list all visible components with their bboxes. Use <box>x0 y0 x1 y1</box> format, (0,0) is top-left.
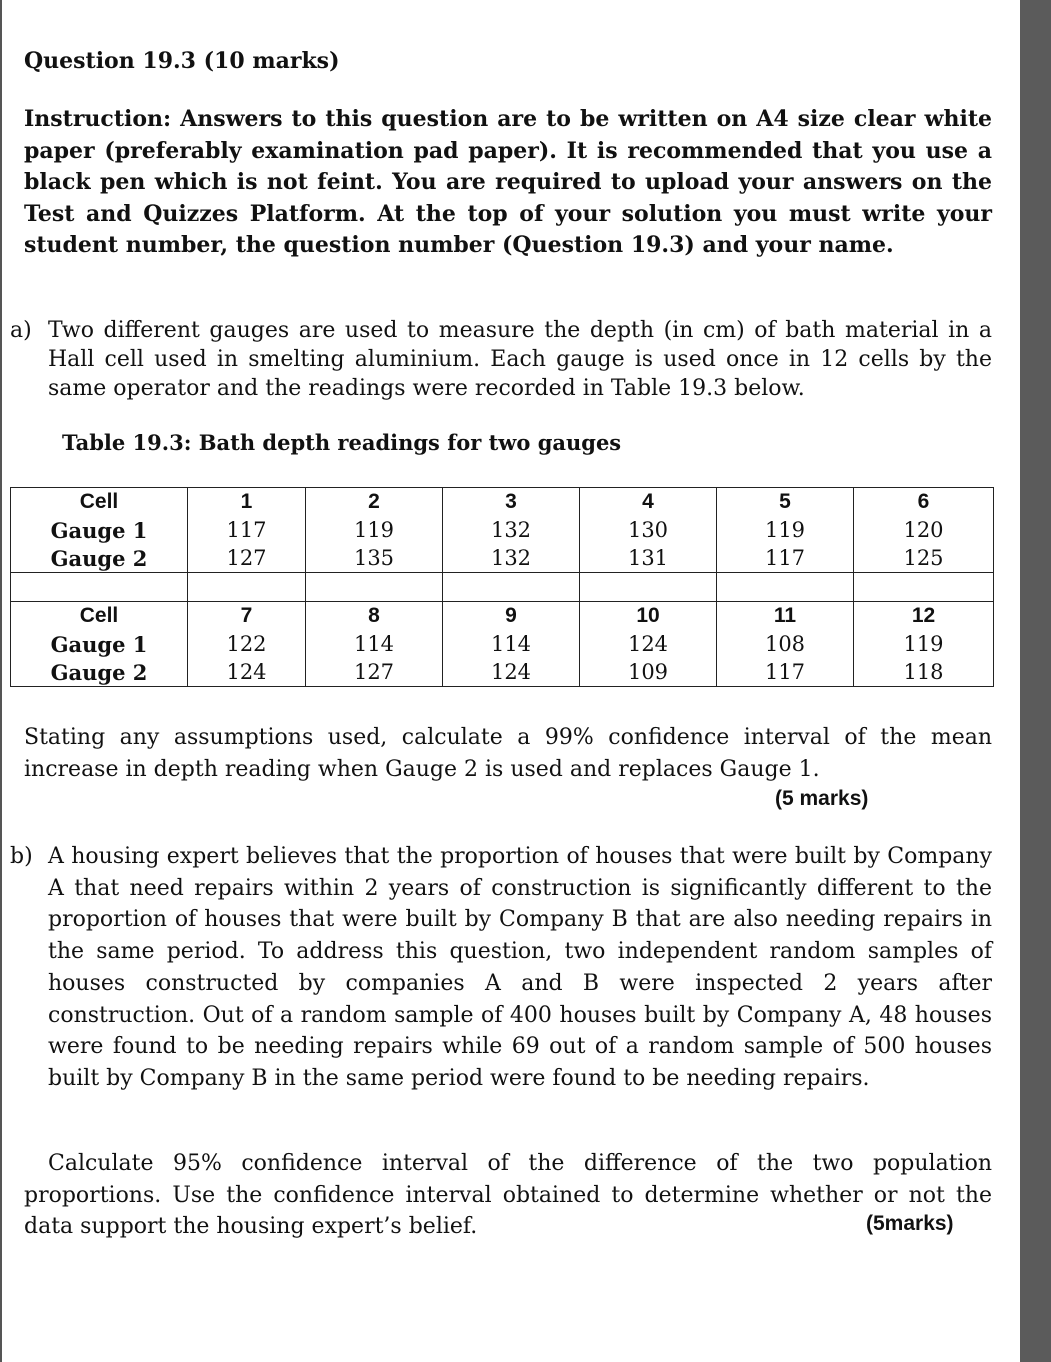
gauge-2-row-1 <box>11 544 994 573</box>
cell-number: 11 <box>717 602 854 631</box>
part-b-label: b) <box>10 844 33 869</box>
row-label: Cell <box>11 488 188 517</box>
reading-cell: 119 <box>854 630 994 658</box>
reading-cell: 124 <box>443 658 580 687</box>
reading-cell: 109 <box>580 658 717 687</box>
reading-cell: 127 <box>188 544 306 573</box>
question-title: Question 19.3 (10 marks) <box>24 48 340 74</box>
cell-number: 12 <box>854 602 994 631</box>
row-label: Gauge 1 <box>11 630 188 658</box>
cell-number: 2 <box>306 488 443 517</box>
part-a-task: Stating any assumptions used, calculate a 99% confidence interval of the mean increase in depth reading when Gauge 2 is used and replaces Gauge 1. <box>24 725 992 782</box>
part-a-marks: (5 marks) <box>775 787 869 810</box>
cell-number: 6 <box>854 488 994 517</box>
reading-cell: 125 <box>854 544 994 573</box>
row-label: Gauge 2 <box>11 658 188 687</box>
reading-cell: 131 <box>580 544 717 573</box>
reading-cell: 117 <box>717 544 854 573</box>
empty-cell <box>11 573 188 602</box>
reading-cell: 135 <box>306 544 443 573</box>
cell-header-row-2 <box>11 602 994 631</box>
gauge-1-row-2 <box>11 630 994 658</box>
gauge-1-row-1 <box>11 516 994 544</box>
cell-number: 1 <box>188 488 306 517</box>
cell-header-row-1 <box>11 488 994 517</box>
reading-cell: 132 <box>443 516 580 544</box>
part-b-task: Calculate 95% confidence interval of the difference of the two population proportions. Use the confidence interval obtained to determine whether or not the data support the housing expert’s belief. <box>24 1151 992 1240</box>
row-label: Cell <box>11 602 188 631</box>
cell-number: 3 <box>443 488 580 517</box>
spacer-row <box>11 573 994 602</box>
part-b-marks: (5marks) <box>866 1212 954 1235</box>
empty-cell <box>188 573 306 602</box>
gauge-2-row-2 <box>11 658 994 687</box>
reading-cell: 114 <box>443 630 580 658</box>
empty-cell <box>443 573 580 602</box>
cell-number: 7 <box>188 602 306 631</box>
reading-cell: 118 <box>854 658 994 687</box>
reading-cell: 119 <box>717 516 854 544</box>
reading-cell: 120 <box>854 516 994 544</box>
empty-cell <box>717 573 854 602</box>
cell-number: 5 <box>717 488 854 517</box>
part-b-intro: A housing expert believes that the proportion of houses that were built by Company A that need repairs within 2 years of construction is significantly different to the proportion of houses that were built by Company B that are also needing repairs in the same period. To address this question, two independent random samples of houses constructed by companies A and B were inspected 2 years after construction. Out of a random sample of 400 houses built by Company A, 48 houses were found to be needing repairs while 69 out of a random sample of 500 houses built by Company B in the same period were found to be needing repairs. <box>48 844 992 1091</box>
reading-cell: 117 <box>717 658 854 687</box>
table-caption: Table 19.3: Bath depth readings for two gauges <box>62 430 622 455</box>
empty-cell <box>306 573 443 602</box>
row-label: Gauge 2 <box>11 544 188 573</box>
reading-cell: 124 <box>188 658 306 687</box>
viewer-scrollbar-track[interactable] <box>1020 0 1051 1362</box>
reading-cell: 114 <box>306 630 443 658</box>
cell-number: 4 <box>580 488 717 517</box>
reading-cell: 124 <box>580 630 717 658</box>
reading-cell: 122 <box>188 630 306 658</box>
cell-number: 9 <box>443 602 580 631</box>
reading-cell: 130 <box>580 516 717 544</box>
reading-cell: 119 <box>306 516 443 544</box>
cell-number: 8 <box>306 602 443 631</box>
bath-depth-table <box>10 487 994 687</box>
empty-cell <box>580 573 717 602</box>
part-b <box>10 841 992 1095</box>
reading-cell: 127 <box>306 658 443 687</box>
reading-cell: 108 <box>717 630 854 658</box>
reading-cell: 117 <box>188 516 306 544</box>
part-a-label: a) <box>10 318 32 343</box>
row-label: Gauge 1 <box>11 516 188 544</box>
part-a <box>10 316 992 403</box>
instruction-paragraph: Instruction: Answers to this question are to be written on A4 size clear white paper (preferably examination pad paper). It is recommended that you use a black pen which is not feint. You are required to upload your answers on the Test and Quizzes Platform. At the top of your solution you must write your student number, the question number (Question 19.3) and your name. <box>24 106 992 259</box>
part-a-intro: Two different gauges are used to measure the depth (in cm) of bath material in a Hall cell used in smelting aluminium. Each gauge is used once in 12 cells by the same operator and the readings were recorded in Table 19.3 below. <box>48 318 992 401</box>
empty-cell <box>854 573 994 602</box>
reading-cell: 132 <box>443 544 580 573</box>
cell-number: 10 <box>580 602 717 631</box>
